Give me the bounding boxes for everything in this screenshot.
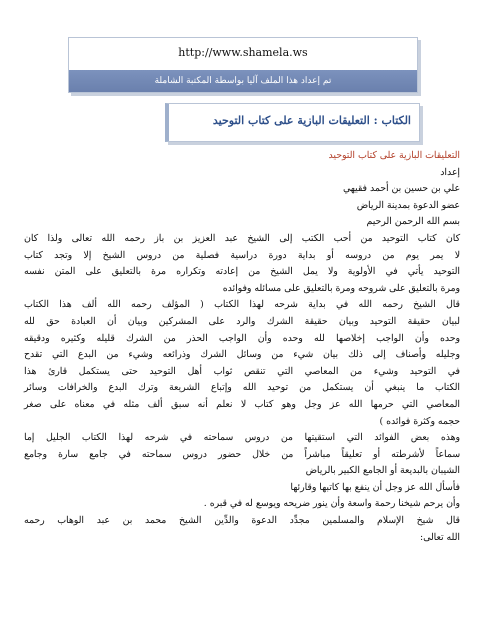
text-line: الكتاب ما ينبغي أن يستكمل من توحيد الله وإتباع الشريعة وترك البدع والخرافات وسائر	[24, 382, 460, 394]
text-line: وأن يرحم شيخنا رحمة واسعة وأن ينور ضريحه ويوسع له في قبره .	[203, 498, 460, 510]
text-line: علي بن حسين بن أحمد فقيهي	[343, 183, 460, 195]
document-body	[24, 148, 460, 546]
body-heading: التعليقات البازية على كتاب التوحيد	[328, 150, 460, 161]
text-line: التوحيد يأتي في الأولوية ولا يمل الشيخ من إعادته وتكراره مرة بالتعليق على المتن نفسه	[24, 266, 460, 278]
text-line: لبيان حقيقة التوحيد وبيان حقيقة الشرك والرد على المشركين وبيان أن العبادة حق لله	[24, 315, 460, 327]
text-line: قال شيخ الإسلام والمسلمين مجدِّد الدعوة والدِّين الشيخ محمد بن عبد الوهاب رحمه	[24, 515, 460, 527]
text-line: قال الشيخ رحمه الله في بداية شرحه لهذا الكتاب ( المؤلف رحمه الله ألف هذا الكتاب	[24, 299, 460, 311]
title-box	[165, 103, 420, 142]
text-line: الشيبان بالبديعة أو الجامع الكبير بالرياض	[305, 465, 460, 477]
text-line: بسم الله الرحمن الرحيم	[366, 216, 460, 228]
text-line: وحده وأن الواجب إخلاصها لله وحده وأن الواجب الحذر من الشرك قليله وكثيره ودقيقه	[24, 332, 460, 344]
text-line: وجليله وأصناف إلى ذلك بيان شيء من وسائل الشرك وذرائعه وشيء من البدع التي تقدح	[24, 349, 460, 361]
text-line: سماعاً لأشرطته أو تعليقاً مباشراً من خلال حضور دروس سماحته في جامع سارة وجامع	[24, 448, 460, 460]
text-line: كان كتاب التوحيد من أحب الكتب إلى الشيخ عبد العزيز بن باز رحمه الله تعالى ولذا كان	[24, 232, 460, 244]
text-line: لا يمر يوم من دروسه أو بداية دورة دراسية فصلية من دروس الشيخ إلا وتجد كتاب	[24, 249, 460, 261]
header-box	[68, 37, 418, 93]
text-line: فأسأل الله عز وجل أن ينفع بها كاتبها وقارئها	[290, 481, 460, 493]
text-line: الله تعالى:	[419, 531, 460, 543]
site-url[interactable]: http://www.shamela.ws	[178, 46, 308, 59]
book-title: الكتاب : التعليقات البازية على كتاب التوحيد	[212, 114, 411, 127]
text-line: حجمه وكثرة فوائده )	[379, 415, 460, 427]
text-line: وهذه بعض الفوائد التي استقيتها من دروس سماحته في شرحه لهذا الكتاب الجليل إما	[24, 432, 460, 444]
text-line: ومرة بالتعليق على شروحه ومرة بالتعليق على مسائله وفوائده	[222, 282, 460, 294]
text-line: المعاصي التي حرمها الله عز وجل وهو كتاب لا نعلم أنه سبق ألف مثله في معناه على صغر	[24, 398, 460, 410]
text-line: إعداد	[440, 166, 460, 178]
text-line: في التوحيد وشيء من المعاصي التي تنقص ثواب أهل التوحيد حتى يستكمل قارئ هذا	[24, 365, 460, 377]
text-line: عضو الدعوة بمدينة الرياض	[356, 199, 460, 211]
header-note: تم إعداد هذا الملف آليا بواسطة المكتبة الشاملة	[69, 70, 417, 92]
